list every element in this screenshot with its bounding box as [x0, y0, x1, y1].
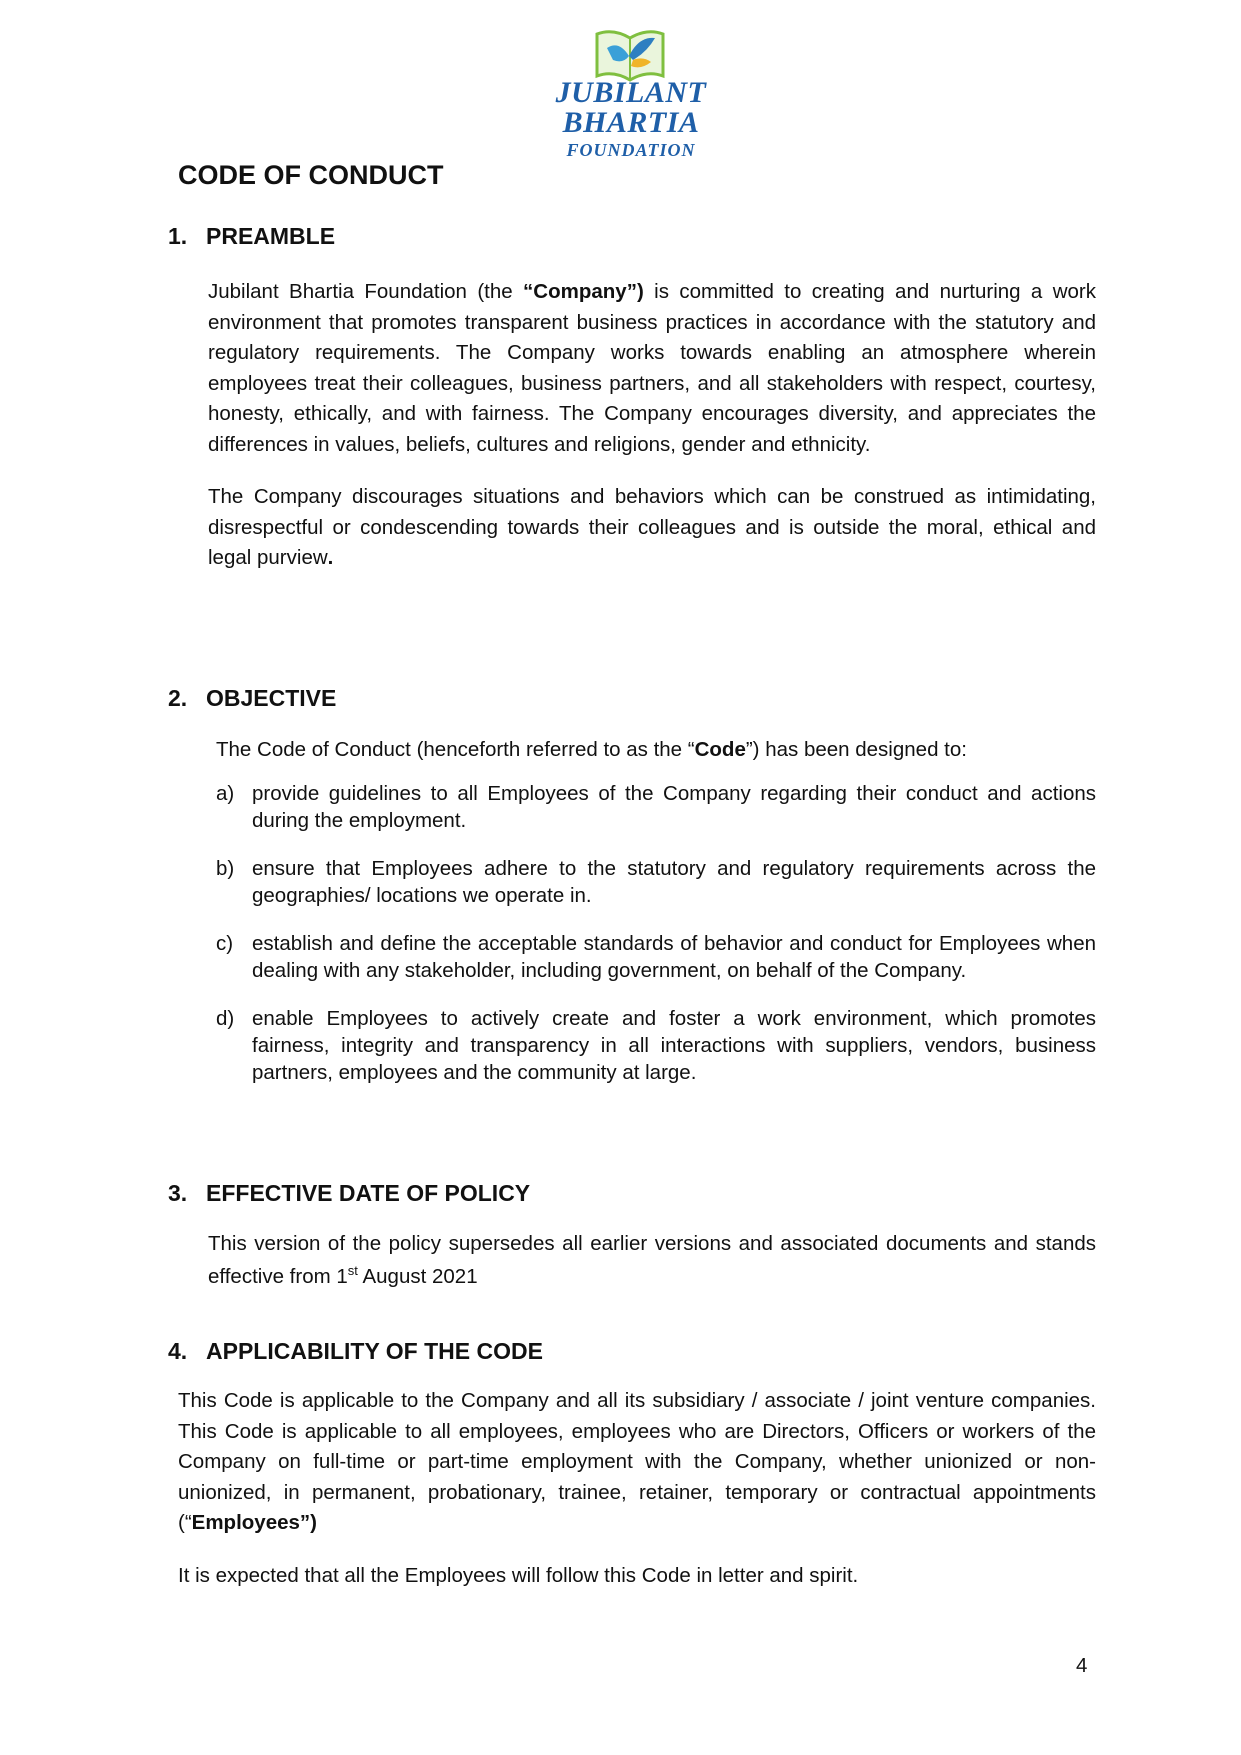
- list-marker: c): [216, 931, 234, 955]
- list-item: [216, 780, 1096, 834]
- page-number: 4: [1076, 1654, 1088, 1677]
- applicability-paragraph-1: [178, 1386, 1096, 1539]
- section-title: PREAMBLE: [206, 223, 336, 249]
- section-number: 3.: [168, 1180, 188, 1206]
- list-text: provide guidelines to all Employees of the Company regarding their conduct and actions during the employment.: [252, 781, 1096, 832]
- section-effective-date: [168, 1178, 1098, 1290]
- section-title: APPLICABILITY OF THE CODE: [206, 1338, 543, 1364]
- ordinal-suffix: st: [347, 1263, 358, 1278]
- jubilant-bhartia-foundation-logo: [551, 14, 711, 164]
- text-run: This version of the policy supersedes all earlier versions and associated documents and stands effective from 1: [208, 1232, 1096, 1288]
- effective-date-paragraph: [208, 1230, 1096, 1290]
- list-item: [216, 855, 1096, 909]
- section-number: 2.: [168, 685, 188, 711]
- section-heading: [168, 1178, 1098, 1208]
- text-run: .: [327, 546, 334, 569]
- section-heading: [168, 1336, 1098, 1366]
- list-text: enable Employees to actively create and foster a work environment, which promotes fairness, integrity and transparency in all interactions with suppliers, vendors, business partners, employees and the community at large.: [252, 1006, 1096, 1084]
- section-title: OBJECTIVE: [206, 685, 337, 711]
- employees-term: Employees”): [191, 1511, 317, 1534]
- text-run: is committed to creating and nurturing a work environment that promotes transparent business practices in accordance with the statutory and regulatory requirements. The Company works towards enabling an atmosphere wherein employees treat their colleagues, business partners, and all stakeholders with respect, courtesy, honesty, ethically, and with fairness. The Company encourages diversity, and appreciates the differences in values, beliefs, cultures and religions, gender and ethnicity.: [208, 280, 1096, 456]
- logo-word-foundation: FOUNDATION: [566, 140, 696, 160]
- section-preamble: [168, 221, 1098, 574]
- page-title: CODE OF CONDUCT: [178, 160, 444, 190]
- objective-list: [216, 780, 1096, 1086]
- text-run: This Code is applicable to the Company and all its subsidiary / associate / joint venture companies. This Code is applicable to all employees, employees who are Directors, Officers or workers of the Company on full-time or part-time employment with the Company, whether unionized or non-unionized, in permanent, probationary, trainee, retainer, temporary or contractual appointments (“: [178, 1389, 1096, 1534]
- preamble-paragraph-2: [208, 482, 1096, 574]
- logo-word-jubilant: JUBILANT: [555, 76, 707, 109]
- list-marker: b): [216, 856, 235, 880]
- applicability-paragraph-2: It is expected that all the Employees will follow this Code in letter and spirit.: [178, 1563, 859, 1587]
- list-marker: a): [216, 781, 235, 805]
- text-run: August 2021: [357, 1264, 478, 1288]
- code-term: Code: [694, 738, 746, 761]
- list-text: ensure that Employees adhere to the statutory and regulatory requirements across the geographies/ locations we operate in.: [252, 856, 1096, 907]
- section-number: 1.: [168, 223, 188, 249]
- section-heading: [168, 221, 1098, 251]
- section-objective: [168, 683, 1098, 1086]
- list-item: [216, 930, 1096, 984]
- section-heading: [168, 683, 1098, 713]
- text-run: Jubilant Bhartia Foundation (the: [208, 280, 524, 303]
- text-run: The Code of Conduct (henceforth referred to as the “: [216, 738, 695, 761]
- section-applicability: [168, 1336, 1098, 1591]
- section-number: 4.: [168, 1338, 188, 1364]
- company-term: “Company”): [523, 280, 644, 303]
- list-text: establish and define the acceptable standards of behavior and conduct for Employees when dealing with any stakeholder, including government, on behalf of the Company.: [252, 931, 1096, 982]
- preamble-paragraph-1: [208, 277, 1096, 460]
- list-item: [216, 1005, 1096, 1086]
- logo-word-bhartia: BHARTIA: [562, 106, 700, 139]
- objective-intro: [216, 735, 1098, 766]
- text-run: The Company discourages situations and behaviors which can be construed as intimidating, disrespectful or condescending towards their colleagues and is outside the moral, ethical and legal purview: [208, 485, 1096, 569]
- text-run: ”) has been designed to:: [745, 738, 967, 761]
- section-title: EFFECTIVE DATE OF POLICY: [206, 1180, 531, 1206]
- list-marker: d): [216, 1006, 235, 1030]
